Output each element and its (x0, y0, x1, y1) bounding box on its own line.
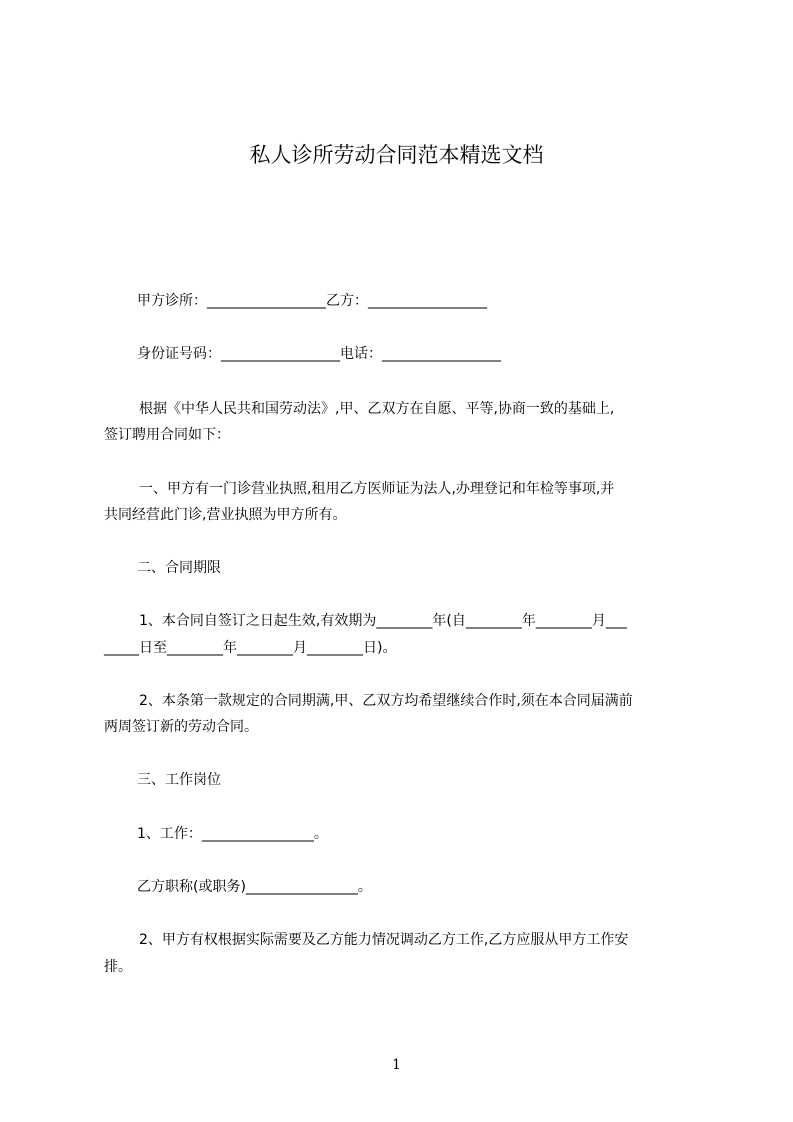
section2-heading: 二、合同期限 (137, 560, 221, 576)
term2-line-1: 2、本条第一款规定的合同期满,甲、乙双方均希望继续合作时,须在本合同届满前 (139, 693, 633, 709)
work2-line-1: 2、甲方有权根据实际需要及乙方能力情况调动乙方工作,乙方应服从甲方工作安 (139, 932, 629, 948)
intro-line-2: 签订聘用合同如下： (104, 427, 230, 443)
clause1-line-1: 一、甲方有一门诊营业执照,租用乙方医师证为法人,办理登记和年检等事项,并 (139, 481, 615, 497)
document-title: 私人诊所劳动合同范本精选文档 (249, 143, 544, 167)
party-line: 甲方诊所：_________________乙方：_________________ (137, 293, 487, 309)
section3-heading: 三、工作岗位 (137, 772, 221, 788)
term2-line-2: 两周签订新的劳动合同。 (104, 719, 258, 735)
page-number: 1 (392, 1057, 401, 1073)
term1-line-2: _____日至________年________月________日)。 (104, 640, 397, 656)
intro-line-1: 根据《中华人民共和国劳动法》,甲、乙双方在自愿、平等,协商一致的基础上, (139, 401, 615, 417)
id-phone-line: 身份证号码：_________________电话：_________________ (137, 346, 501, 362)
clause1-line-2: 共同经营此门诊,营业执照为甲方所有。 (104, 507, 347, 523)
work1-line: 1、工作：________________。 (137, 826, 328, 842)
title-line: 乙方职称(或职务)________________。 (137, 879, 372, 895)
term1-line-1: 1、本合同自签订之日起生效,有效期为________年(自________年________月___ (139, 613, 627, 629)
work2-line-2: 排。 (104, 959, 132, 975)
